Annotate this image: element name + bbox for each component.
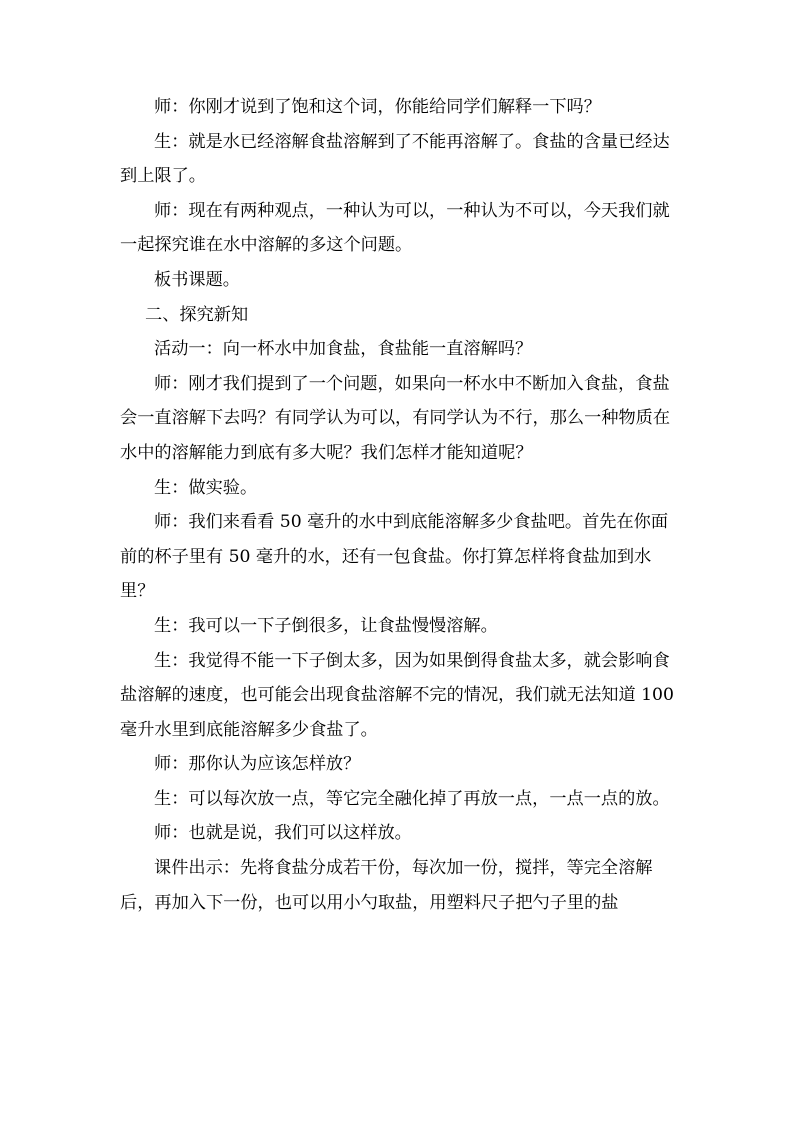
- courseware-paragraph: 课件出示：先将食盐分成若干份，每次加一份，搅拌，等完全溶解后，再加入下一份，也可以用小勺取盐，用塑料尺子把勺子里的盐: [120, 858, 653, 913]
- document-body: [120, 90, 678, 920]
- dialogue-paragraph: 生：我觉得不能一下子倒太多，因为如果倒得食盐太多，就会影响食盐溶解的速度，也可能会出现食盐溶解不完的情况，我们就无法知道 100 毫升水里到底能溶解多少食盐了。: [120, 650, 674, 740]
- dialogue-paragraph: 师：刚才我们提到了一个问题，如果向一杯水中不断加入食盐，食盐会一直溶解下去吗？有同学认为可以，有同学认为不行，那么一种物质在水中的溶解能力到底有多大呢？我们怎样才能知道呢？: [120, 373, 671, 463]
- dialogue-paragraph: 师：也就是说，我们可以这样放。: [154, 823, 412, 844]
- board-title-note: 板书课题。: [154, 269, 240, 290]
- dialogue-paragraph: 生：我可以一下子倒很多，让食盐慢慢溶解。: [154, 615, 498, 636]
- section-heading: 二、探究新知: [145, 304, 249, 325]
- dialogue-paragraph: 生：做实验。: [154, 477, 258, 498]
- dialogue-paragraph: 师：你刚才说到了饱和这个词，你能给同学们解释一下吗？: [154, 97, 601, 117]
- dialogue-paragraph: 师：我们来看看 50 毫升的水中到底能溶解多少食盐吧。首先在你面前的杯子里有 50 毫升的水，还有一包食盐。你打算怎样将食盐加到水里？: [120, 512, 669, 602]
- dialogue-paragraph: 师：那你认为应该怎样放？: [154, 754, 361, 775]
- dialogue-paragraph: 生：就是水已经溶解食盐溶解到了不能再溶解了。食盐的含量已经达到上限了。: [120, 131, 670, 187]
- activity-title: 活动一：向一杯水中加食盐，食盐能一直溶解吗？: [154, 339, 533, 360]
- dialogue-paragraph: 生：可以每次放一点，等它完全融化掉了再放一点，一点一点的放。: [154, 788, 670, 809]
- dialogue-paragraph: 师：现在有两种观点，一种认为可以，一种认为不可以，今天我们就一起探究谁在水中溶解的多这个问题。: [120, 200, 670, 256]
